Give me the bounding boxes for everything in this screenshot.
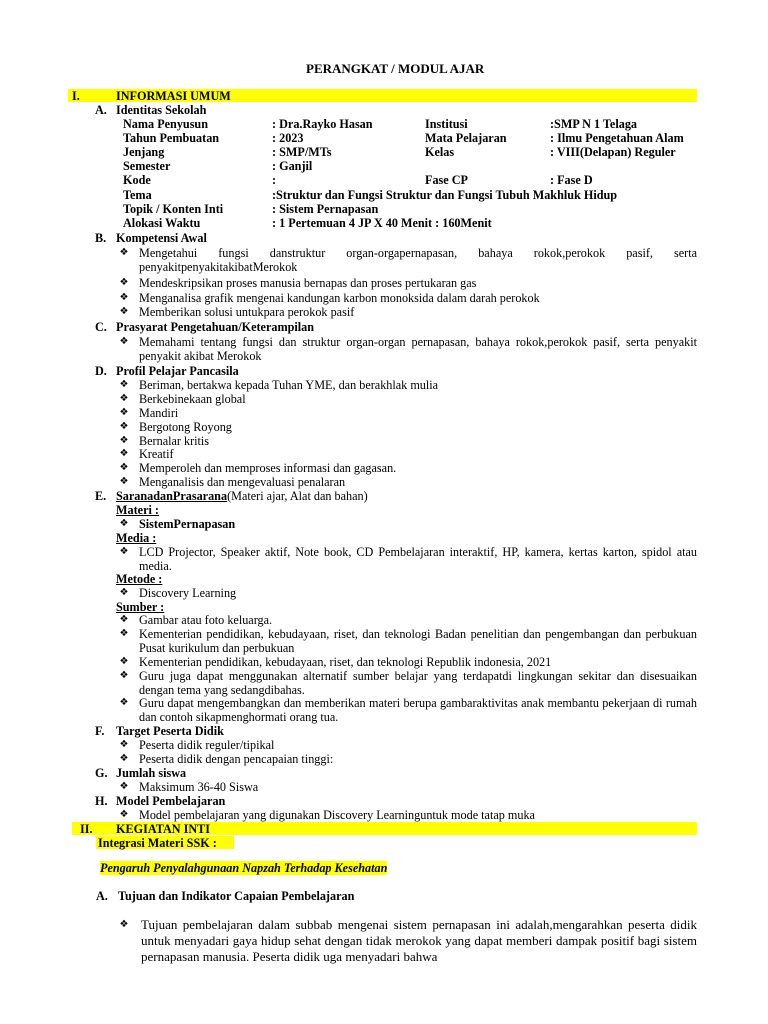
identity-value: : 1 Pertemuan 4 JP X 40 Menit : 160Menit <box>272 216 492 230</box>
diamond-bullet-icon: ❖ <box>119 448 129 459</box>
list-item: Menganalisa grafik mengenai kandungan karbon monoksida dalam darah perokok <box>139 291 540 305</box>
list-item: Memberikan solusi untukpara perokok pasif <box>139 305 355 319</box>
diamond-bullet-icon: ❖ <box>119 628 129 639</box>
list-item: Maksimum 36-40 Siswa <box>139 780 259 794</box>
section-number: II. <box>80 822 93 836</box>
subsection-heading: Identitas Sekolah <box>116 103 207 117</box>
subsection-letter: A. <box>96 889 108 903</box>
diamond-bullet-icon: ❖ <box>119 462 129 473</box>
sarana-heading-underlined: SaranadanPrasarana <box>116 489 228 503</box>
list-item: Kreatif <box>139 447 174 461</box>
list-item: Kementerian pendidikan, kebudayaan, riset, dan teknologi Republik indonesia, 2021 <box>139 655 552 669</box>
identity-value: : Sistem Pernapasan <box>272 202 379 216</box>
diamond-bullet-icon: ❖ <box>119 306 129 317</box>
identity-value: : Dra.Rayko Hasan <box>272 117 373 131</box>
list-item: Menganalisis dan mengevaluasi penalaran <box>139 475 346 489</box>
topic-heading-text: Pengaruh Penyalahgunaan Napzah Terhadap Kesehatan <box>100 861 388 875</box>
sarana-heading-rest: (Materi ajar, Alat dan bahan) <box>227 489 368 503</box>
identity-value: : Ilmu Pengetahuan Alam <box>550 131 684 145</box>
materi-label: Materi : <box>116 503 159 517</box>
identity-label: Mata Pelajaran <box>425 131 507 145</box>
diamond-bullet-icon: ❖ <box>119 292 129 303</box>
subsection-letter: E. <box>95 489 107 503</box>
subsection-letter: H. <box>95 794 108 808</box>
diamond-bullet-icon: ❖ <box>119 247 129 258</box>
identity-label: Kode <box>123 173 151 187</box>
identity-value: :SMP N 1 Telaga <box>550 117 638 131</box>
list-item: Gambar atau foto keluarga. <box>139 613 273 627</box>
section-heading: INFORMASI UMUM <box>116 89 231 103</box>
identity-value: : 2023 <box>272 131 304 145</box>
identity-value: : Fase D <box>550 173 593 187</box>
identity-label: Tahun Pembuatan <box>123 131 220 145</box>
diamond-bullet-icon: ❖ <box>119 781 129 792</box>
subsection-heading <box>116 489 368 503</box>
subsection-heading: Profil Pelajar Pancasila <box>116 364 239 378</box>
identity-label: Institusi <box>425 117 468 131</box>
list-item: Beriman, bertakwa kepada Tuhan YME, dan berakhlak mulia <box>139 378 439 392</box>
subsection-letter: A. <box>95 103 107 117</box>
diamond-bullet-icon: ❖ <box>119 476 129 487</box>
identity-label: Alokasi Waktu <box>123 216 201 230</box>
list-item: LCD Projector, Speaker aktif, Note book, CD Pembelajaran interaktif, HP, kamera, kertas karton, spidol atau media. <box>139 545 697 573</box>
list-item: Kementerian pendidikan, kebudayaan, riset, dan teknologi Badan penelitian dan pengembangan dan perbukuan Pusat kurikulum dan perbukuan <box>139 627 697 655</box>
list-item: Memahami tentang fungsi dan struktur organ-organ pernapasan, bahaya rokok,perokok pasif, serta penyakit penyakit akibat Merokok <box>139 335 697 363</box>
list-item: Guru juga dapat menggunakan alternatif sumber belajar yang terdapatdi lingkungan sekitar dan disesuaikan dengan tema yang sedangdibahas. <box>139 669 697 697</box>
subsection-heading: Jumlah siswa <box>116 766 187 780</box>
diamond-bullet-icon: ❖ <box>119 407 129 418</box>
identity-value: : <box>272 173 277 187</box>
sumber-label: Sumber : <box>116 600 165 614</box>
diamond-bullet-icon: ❖ <box>119 421 129 432</box>
subsection-heading: Target Peserta Didik <box>116 724 224 738</box>
diamond-bullet-icon: ❖ <box>119 919 129 930</box>
subsection-heading: Kompetensi Awal <box>116 231 207 245</box>
paragraph: Tujuan pembelajaran dalam subbab mengenai sistem pernapasan ini adalah,mengarahkan peserta didik untuk menyadari gaya hidup sehat dengan tidak merokok yang dapat memberi dampak positif bagi sistem pernapasan manusia. Peserta didik uga menyadari bahwa <box>141 917 697 964</box>
diamond-bullet-icon: ❖ <box>119 587 129 598</box>
subsection-letter: D. <box>95 364 107 378</box>
diamond-bullet-icon: ❖ <box>119 393 129 404</box>
identity-label: Topik / Konten Inti <box>123 202 224 216</box>
list-item: Bernalar kritis <box>139 434 210 448</box>
identity-value: : Ganjil <box>272 159 313 173</box>
list-item: Discovery Learning <box>139 586 237 600</box>
identity-label: Tema <box>123 188 152 202</box>
section-number: I. <box>72 89 80 103</box>
diamond-bullet-icon: ❖ <box>119 518 129 529</box>
subsection-letter: B. <box>95 231 107 245</box>
diamond-bullet-icon: ❖ <box>119 435 129 446</box>
diamond-bullet-icon: ❖ <box>119 809 129 820</box>
list-item: Berkebinekaan global <box>139 392 246 406</box>
subsection-letter: F. <box>95 724 105 738</box>
document-title: PERANGKAT / MODUL AJAR <box>306 61 485 76</box>
identity-label: Kelas <box>425 145 455 159</box>
subsection-heading: Model Pembelajaran <box>116 794 226 808</box>
metode-label: Metode : <box>116 572 163 586</box>
diamond-bullet-icon: ❖ <box>119 336 129 347</box>
media-label: Media : <box>116 531 157 545</box>
list-item: Bergotong Royong <box>139 420 232 434</box>
identity-label: Nama Penyusun <box>123 117 208 131</box>
subsection-heading: Tujuan dan Indikator Capaian Pembelajaran <box>118 889 355 903</box>
identity-value: :Struktur dan Fungsi Struktur dan Fungsi Tubuh Makhluk Hidup <box>272 188 618 202</box>
diamond-bullet-icon: ❖ <box>119 753 129 764</box>
list-item: Mengetahui fungsi danstruktur organ-orgapernapasan, bahaya rokok,perokok pasif, serta penyakitpenyakitakibatMerokok <box>139 246 697 274</box>
diamond-bullet-icon: ❖ <box>119 656 129 667</box>
list-item: Peserta didik dengan pencapaian tinggi: <box>139 752 334 766</box>
diamond-bullet-icon: ❖ <box>119 739 129 750</box>
list-item: Peserta didik reguler/tipikal <box>139 738 275 752</box>
subsection-letter: C. <box>95 320 107 334</box>
topic-heading <box>100 861 387 875</box>
list-item: Memperoleh dan memproses informasi dan gagasan. <box>139 461 397 475</box>
subsection-heading: Prasyarat Pengetahuan/Keterampilan <box>116 320 315 334</box>
list-item: SistemPernapasan <box>139 517 236 531</box>
list-item: Mendeskripsikan proses manusia bernapas dan proses pertukaran gas <box>139 276 477 290</box>
identity-label: Semester <box>123 159 171 173</box>
identity-label: Jenjang <box>123 145 165 159</box>
diamond-bullet-icon: ❖ <box>119 379 129 390</box>
diamond-bullet-icon: ❖ <box>119 697 129 708</box>
list-item: Guru dapat mengembangkan dan memberikan materi berupa gambaraktivitas anak membantu pekerjaan di rumah dan contoh sikapmenghormati orang tua. <box>139 696 697 724</box>
identity-label: Fase CP <box>425 173 468 187</box>
subsection-letter: G. <box>95 766 108 780</box>
integrasi-heading: Integrasi Materi SSK : <box>98 836 217 850</box>
section-heading: KEGIATAN INTI <box>116 822 211 836</box>
diamond-bullet-icon: ❖ <box>119 670 129 681</box>
diamond-bullet-icon: ❖ <box>119 546 129 557</box>
list-item: Model pembelajaran yang digunakan Discovery Learninguntuk mode tatap muka <box>139 808 535 822</box>
identity-value: : SMP/MTs <box>272 145 332 159</box>
diamond-bullet-icon: ❖ <box>119 277 129 288</box>
list-item: Mandiri <box>139 406 179 420</box>
diamond-bullet-icon: ❖ <box>119 614 129 625</box>
identity-value: : VIII(Delapan) Reguler <box>550 145 676 159</box>
